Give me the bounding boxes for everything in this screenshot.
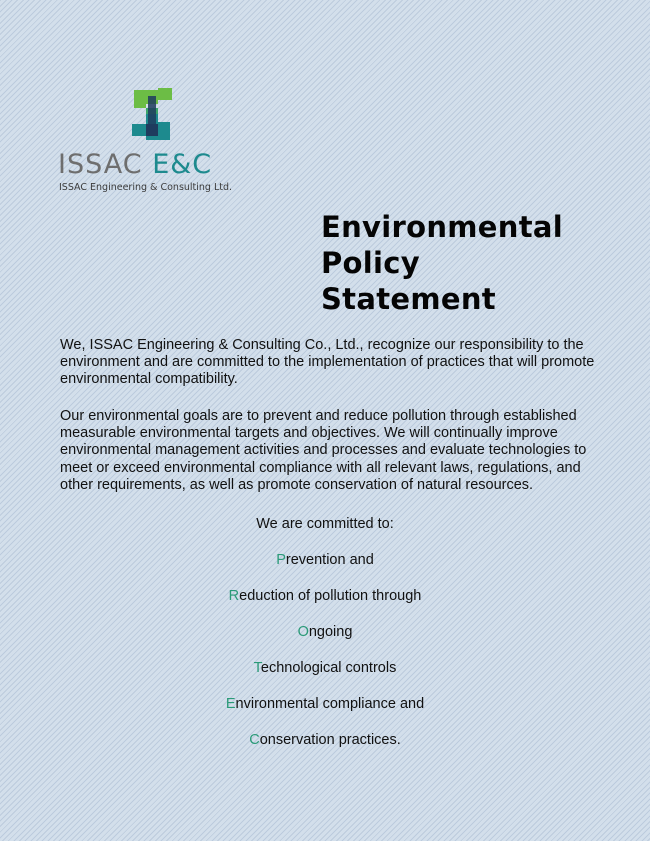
commitment-text: nvironmental compliance and xyxy=(235,696,425,712)
commitment-text: onservation practices. xyxy=(259,732,401,748)
commitment-text: revention and xyxy=(285,552,374,568)
logo-name-part2: E&C xyxy=(152,149,213,180)
commitment-intro: We are committed to: xyxy=(256,516,394,532)
commitment-item xyxy=(0,732,650,768)
policy-paragraph-2: Our environmental goals are to prevent and reduce pollution through established measurable environmental targets and objectives. We will continually improve environmental management activities and processes and evaluate technologies to meet or exceed environmental compliance with all relevant laws, regulations, and other requirements, as well as promote conservation of natural resources. xyxy=(60,408,587,493)
logo-wordmark xyxy=(58,150,212,180)
logo-mark-icon xyxy=(128,88,176,142)
commitment-item xyxy=(0,624,650,660)
commitment-text: eduction of pollution through xyxy=(239,588,422,604)
logo-name-part1: ISSAC xyxy=(58,149,143,180)
commitment-initial: R xyxy=(228,588,240,604)
logo-subtitle: ISSAC Engineering & Consulting Ltd. xyxy=(59,182,233,193)
title-line-2: Policy xyxy=(321,246,420,280)
commitment-initial: O xyxy=(297,624,309,640)
page-title xyxy=(321,209,563,317)
title-line-3: Statement xyxy=(321,282,496,316)
commitment-item xyxy=(0,552,650,588)
commitment-item xyxy=(0,696,650,732)
commitment-item xyxy=(0,660,650,696)
commitment-initial: P xyxy=(276,552,286,568)
commitment-list xyxy=(0,552,650,768)
commitment-initial: E xyxy=(225,696,236,712)
title-line-1: Environmental xyxy=(321,210,563,244)
policy-paragraph-1: We, ISSAC Engineering & Consulting Co., Ltd., recognize our responsibility to the environment and are committed to the implementation of practices that will promote environmental compatibility. xyxy=(60,337,595,388)
commitment-text: ngoing xyxy=(308,624,353,640)
company-logo xyxy=(58,88,258,198)
commitment-text: echnological controls xyxy=(260,660,397,676)
commitment-initial: C xyxy=(249,732,260,748)
commitment-initial: T xyxy=(253,660,261,676)
commitment-item xyxy=(0,588,650,624)
